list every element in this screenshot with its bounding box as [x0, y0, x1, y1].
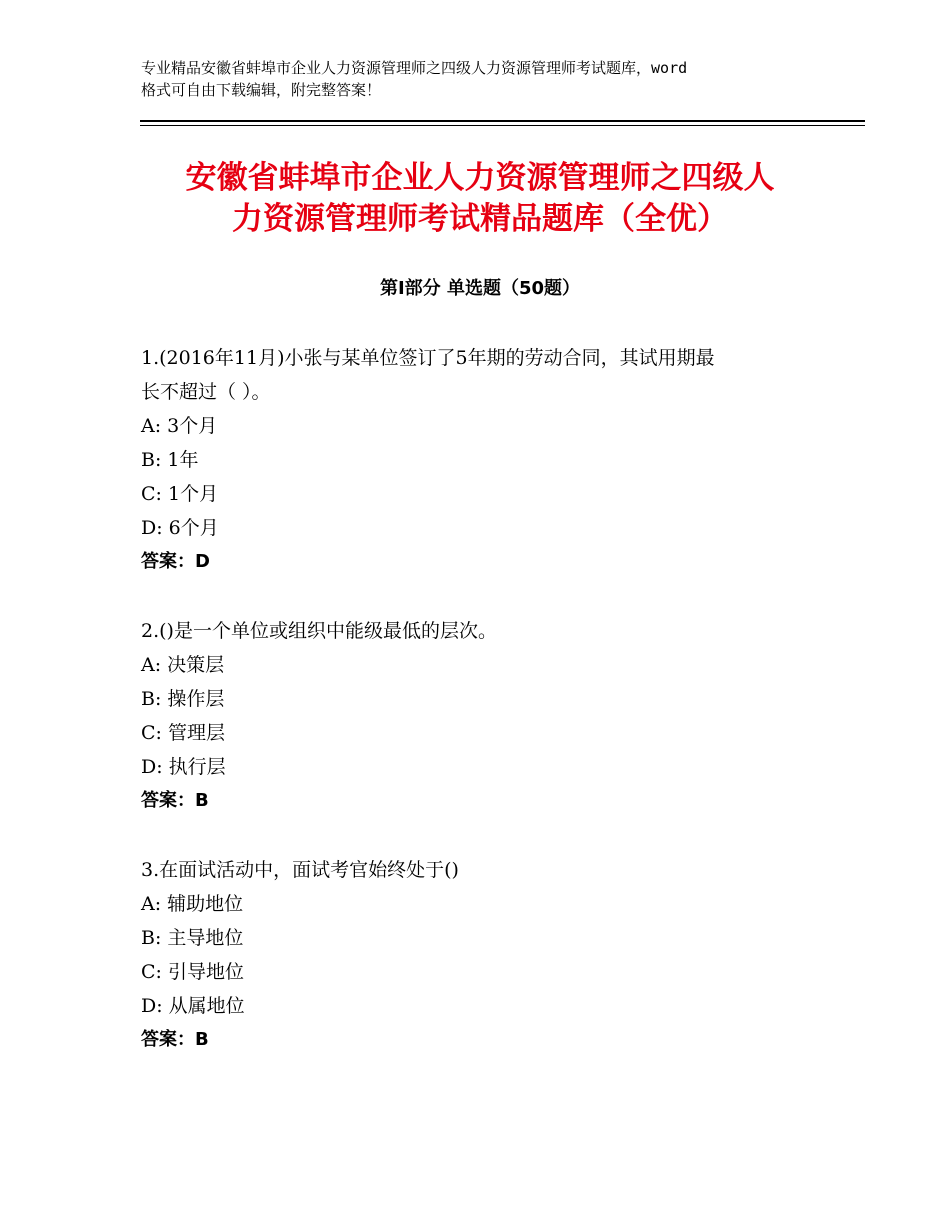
option-d: D: 执行层	[141, 756, 226, 778]
answer: 答案：B	[141, 790, 209, 811]
option-a: A: 辅助地位	[141, 893, 244, 915]
header-note	[141, 57, 831, 101]
question-stem-line-1: 1.(2016年11月)小张与某单位签订了5年期的劳动合同，其试用期最	[141, 347, 715, 369]
answer: 答案：D	[141, 551, 210, 572]
option-a: A: 3个月	[141, 415, 218, 437]
option-b: B: 1年	[141, 449, 199, 471]
question-1	[141, 341, 821, 579]
option-c: C: 引导地位	[141, 961, 244, 983]
document-title-line-2: 力资源管理师考试精品题库（全优）	[232, 201, 728, 237]
document-title-line-1: 安徽省蚌埠市企业人力资源管理师之四级人	[185, 160, 775, 196]
header-note-line-2: 格式可自由下载编辑，附完整答案！	[141, 81, 382, 99]
option-c: C: 1个月	[141, 483, 219, 505]
question-stem	[141, 614, 821, 648]
question-stem	[141, 853, 821, 887]
option-a: A: 决策层	[141, 654, 225, 676]
question-stem	[141, 341, 821, 409]
section-title: 第Ⅰ部分 单选题（50题）	[379, 278, 580, 299]
question-stem-line-1: 2.()是一个单位或组织中能级最低的层次。	[141, 620, 497, 642]
header-divider-thin	[140, 125, 865, 126]
option-c: C: 管理层	[141, 722, 225, 744]
question-stem-line-1: 3.在面试活动中，面试考官始终处于()	[141, 859, 459, 881]
option-d: D: 从属地位	[141, 995, 245, 1017]
question-3	[141, 853, 821, 1057]
header-divider-thick	[140, 120, 865, 122]
option-d: D: 6个月	[141, 517, 219, 539]
option-b: B: 操作层	[141, 688, 225, 710]
document-title	[140, 158, 820, 240]
header-note-line-1: 专业精品安徽省蚌埠市企业人力资源管理师之四级人力资源管理师考试题库，word	[141, 59, 688, 77]
answer: 答案：B	[141, 1029, 209, 1050]
question-stem-line-2: 长不超过（ ）。	[141, 381, 271, 403]
option-b: B: 主导地位	[141, 927, 244, 949]
question-2	[141, 614, 821, 818]
